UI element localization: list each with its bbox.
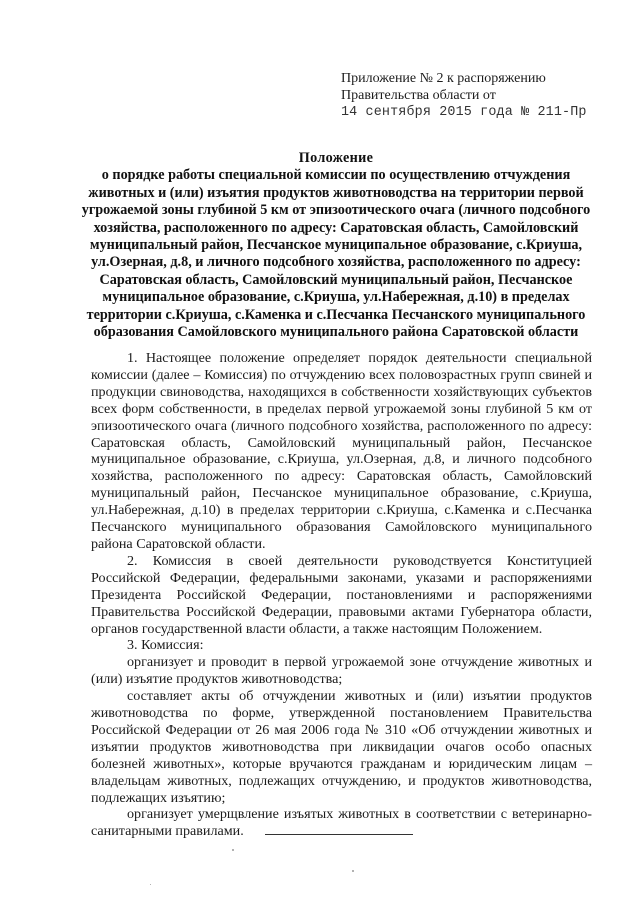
closing-divider-line [265,834,413,835]
paragraph-3: 3. Комиссия: [127,637,204,654]
scan-speck [232,849,234,851]
document-body [91,350,592,840]
paragraph-3-item-3: организует умерщвление изъятых животных в соответствии с ветеринарно-санитарными правилами. [91,806,592,840]
paragraph-2: 2. Комиссия в своей деятельности руководствуется Конституцией Российской Федерации, федеральными законами, указами и распоряжениями Президента Российской Федерации, постановлениями и распоряжениями Правительства Российской Федерации, правовыми актами Губернатора области, органов государственной власти области, а также настоящим Положением. [91,552,592,637]
title-subtitle: о порядке работы специальной комиссии по осуществлению отчуждения животных и (или) изъятия продуктов животноводства на территории первой угрожаемой зоны глубиной 5 км от эпизоотического очага (личного подсобного хозяйства, расположенного по адресу: Саратовская область, Самойловский муниципальный район, Песчанское муниципальное образование, с.Криуша, ул.Озерная, д.8, и личного подсобного хозяйства, расположенного по адресу: Саратовская область, Самойловский муниципальный район, Песчанское муниципальное образование, с.Криуша, ул.Набережная, д.10) в пределах территории с.Криуша, с.Каменка и с.Песчанка Песчанского муниципального образования Самойловского муниципального района Саратовской области [81,167,591,341]
scan-speck [352,870,354,872]
paragraph-1: 1. Настоящее положение определяет порядок деятельности специальной комиссии (далее – Комиссия) по отчуждению всех половозрастных групп свиней и продукции свиноводства, находящихся в собственности хозяйствующих субъектов всех форм собственности, в пределах первой угрожаемой зоны глубиной 5 км от эпизоотического очага (личного подсобного хозяйства, расположенного по адресу: Саратовская область, Самойловский муниципальный район, Песчанское муниципальное образование, с.Криуша, ул.Озерная, д.8, и личного подсобного хозяйства, расположенного по адресу: Саратовская область, Самойловский муниципальный район, Песчанское муниципальное образование, с.Криуша, ул.Набережная, д.10) в пределах территории с.Криуша, с.Каменка и с.Песчанка Песчанского муниципального образования Самойловского муниципального района Саратовской области. [91,350,592,552]
annex-line-2: Правительства области от [341,88,496,103]
paragraph-3-item-2: составляет акты об отчуждении животных и (или) изъятии продуктов животноводства по форме, утвержденной постановлением Правительства Российской Федерации от 26 мая 2006 года № 310 «Об отчуждении животных и изъятии продуктов животноводства при ликвидации очагов особо опасных болезней животных», которые вручаются гражданам и юридическим лицам – владельцам животных, подлежащих отчуждению, и продуктов животноводства, подлежащих изъятию; [91,688,592,806]
document-title [80,150,592,341]
scan-speck [150,884,151,885]
annex-date-stamp: 14 сентября 2015 года № 211-Пр [341,105,587,120]
title-heading: Положение [298,150,374,166]
annex-header [341,70,621,121]
paragraph-3-item-1: организует и проводит в первой угрожаемой зоне отчуждение животных и (или) изъятие продуктов животноводства; [91,654,592,688]
annex-line-1: Приложение № 2 к распоряжению [341,71,546,86]
